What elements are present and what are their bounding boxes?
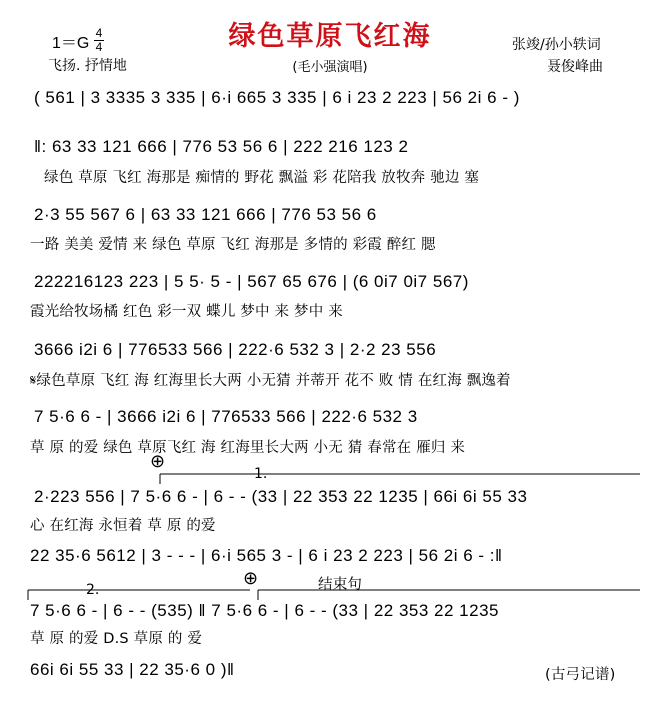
notation-line-6: 7 5·6 6 - | 3666 i2i 6 | 776533 566 | 222·6 532 3: [34, 407, 418, 426]
notation-line-9: 7 5·6 6 - | 6 - - (535) ‖ 7 5·6 6 - | 6 - - (33 | 22 353 22 1235: [30, 601, 499, 620]
notation-line-1: ( 561 | 3 3335 3 335 | 6·i 665 3 335 | 6 i 23 2 223 | 56 2i 6 - ): [34, 88, 520, 107]
notation-line-10: 66i 6i 55 33 | 22 35·6 0 )‖: [30, 660, 235, 679]
time-signature: [92, 27, 106, 54]
lyric-line-3: 一路 美美 爱情 来 绿色 草原 飞红 海那是 多情的 彩霞 醉红 腮: [30, 237, 436, 253]
lyric-line-9: 草 原 的爱 D.S 草原 的 爱: [30, 631, 203, 647]
key-signature: 1＝G: [52, 35, 90, 52]
time-signature-bottom: 4: [95, 40, 103, 54]
ending-phrase-label: 结束句: [318, 577, 363, 593]
notation-line-2: ‖: 63 33 121 666 | 776 53 56 6 | 222 216 123 2: [34, 137, 409, 156]
notation-line-3: 2·3 55 567 6 | 63 33 121 666 | 776 53 56 6: [34, 205, 377, 224]
lyric-line-6: 草 原 的爱 绿色 草原飞红 海 红海里长大两 小无 猜 春常在 雁归 来: [30, 440, 466, 456]
lyric-line-5: 𝄋绿色草原 飞红 海 红海里长大两 小无猜 并蒂开 花不 败 情 在红海 飘逸着: [30, 373, 511, 389]
lyricist-credit: 张竣/孙小轶词: [512, 37, 601, 53]
volta-1-label: 1.: [254, 466, 268, 482]
volta-2-label: 2.: [86, 582, 100, 598]
lyric-line-7: 心 在红海 永恒着 草 原 的爱: [30, 518, 216, 534]
transcriber-credit: (古弓记谱): [545, 667, 616, 683]
coda-sign-1: ⊕: [150, 451, 166, 472]
lyric-line-2: 绿色 草原 飞红 海那是 痴情的 野花 飘溢 彩 花陪我 放牧奔 驰边 塞: [44, 170, 480, 186]
notation-line-4: 222216123 223 | 5 5· 5 - | 567 65 676 | (6 0i7 0i7 567): [34, 272, 469, 291]
song-title: 绿色草原飞红海: [228, 21, 432, 52]
coda-sign-2: ⊕: [243, 568, 259, 589]
time-signature-top: 4: [95, 26, 103, 40]
notation-line-7: 2·223 556 | 7 5·6 6 - | 6 - - (33 | 22 353 22 1235 | 66i 6i 55 33: [34, 487, 528, 506]
composer-credit: 聂俊峰曲: [547, 59, 603, 75]
notation-line-5: 3666 i2i 6 | 776533 566 | 222·6 532 3 | 2·2 23 556: [34, 340, 437, 359]
tempo-marking: 飞扬. 抒情地: [48, 58, 127, 74]
notation-line-8: 22 35·6 5612 | 3 - - - | 6·i 565 3 - | 6 i 23 2 223 | 56 2i 6 - :‖: [30, 546, 503, 565]
singer-credit: (毛小强演唱): [292, 60, 368, 75]
lyric-line-4: 霞光给牧场橘 红色 彩一双 蝶儿 梦中 来 梦中 来: [30, 304, 343, 320]
